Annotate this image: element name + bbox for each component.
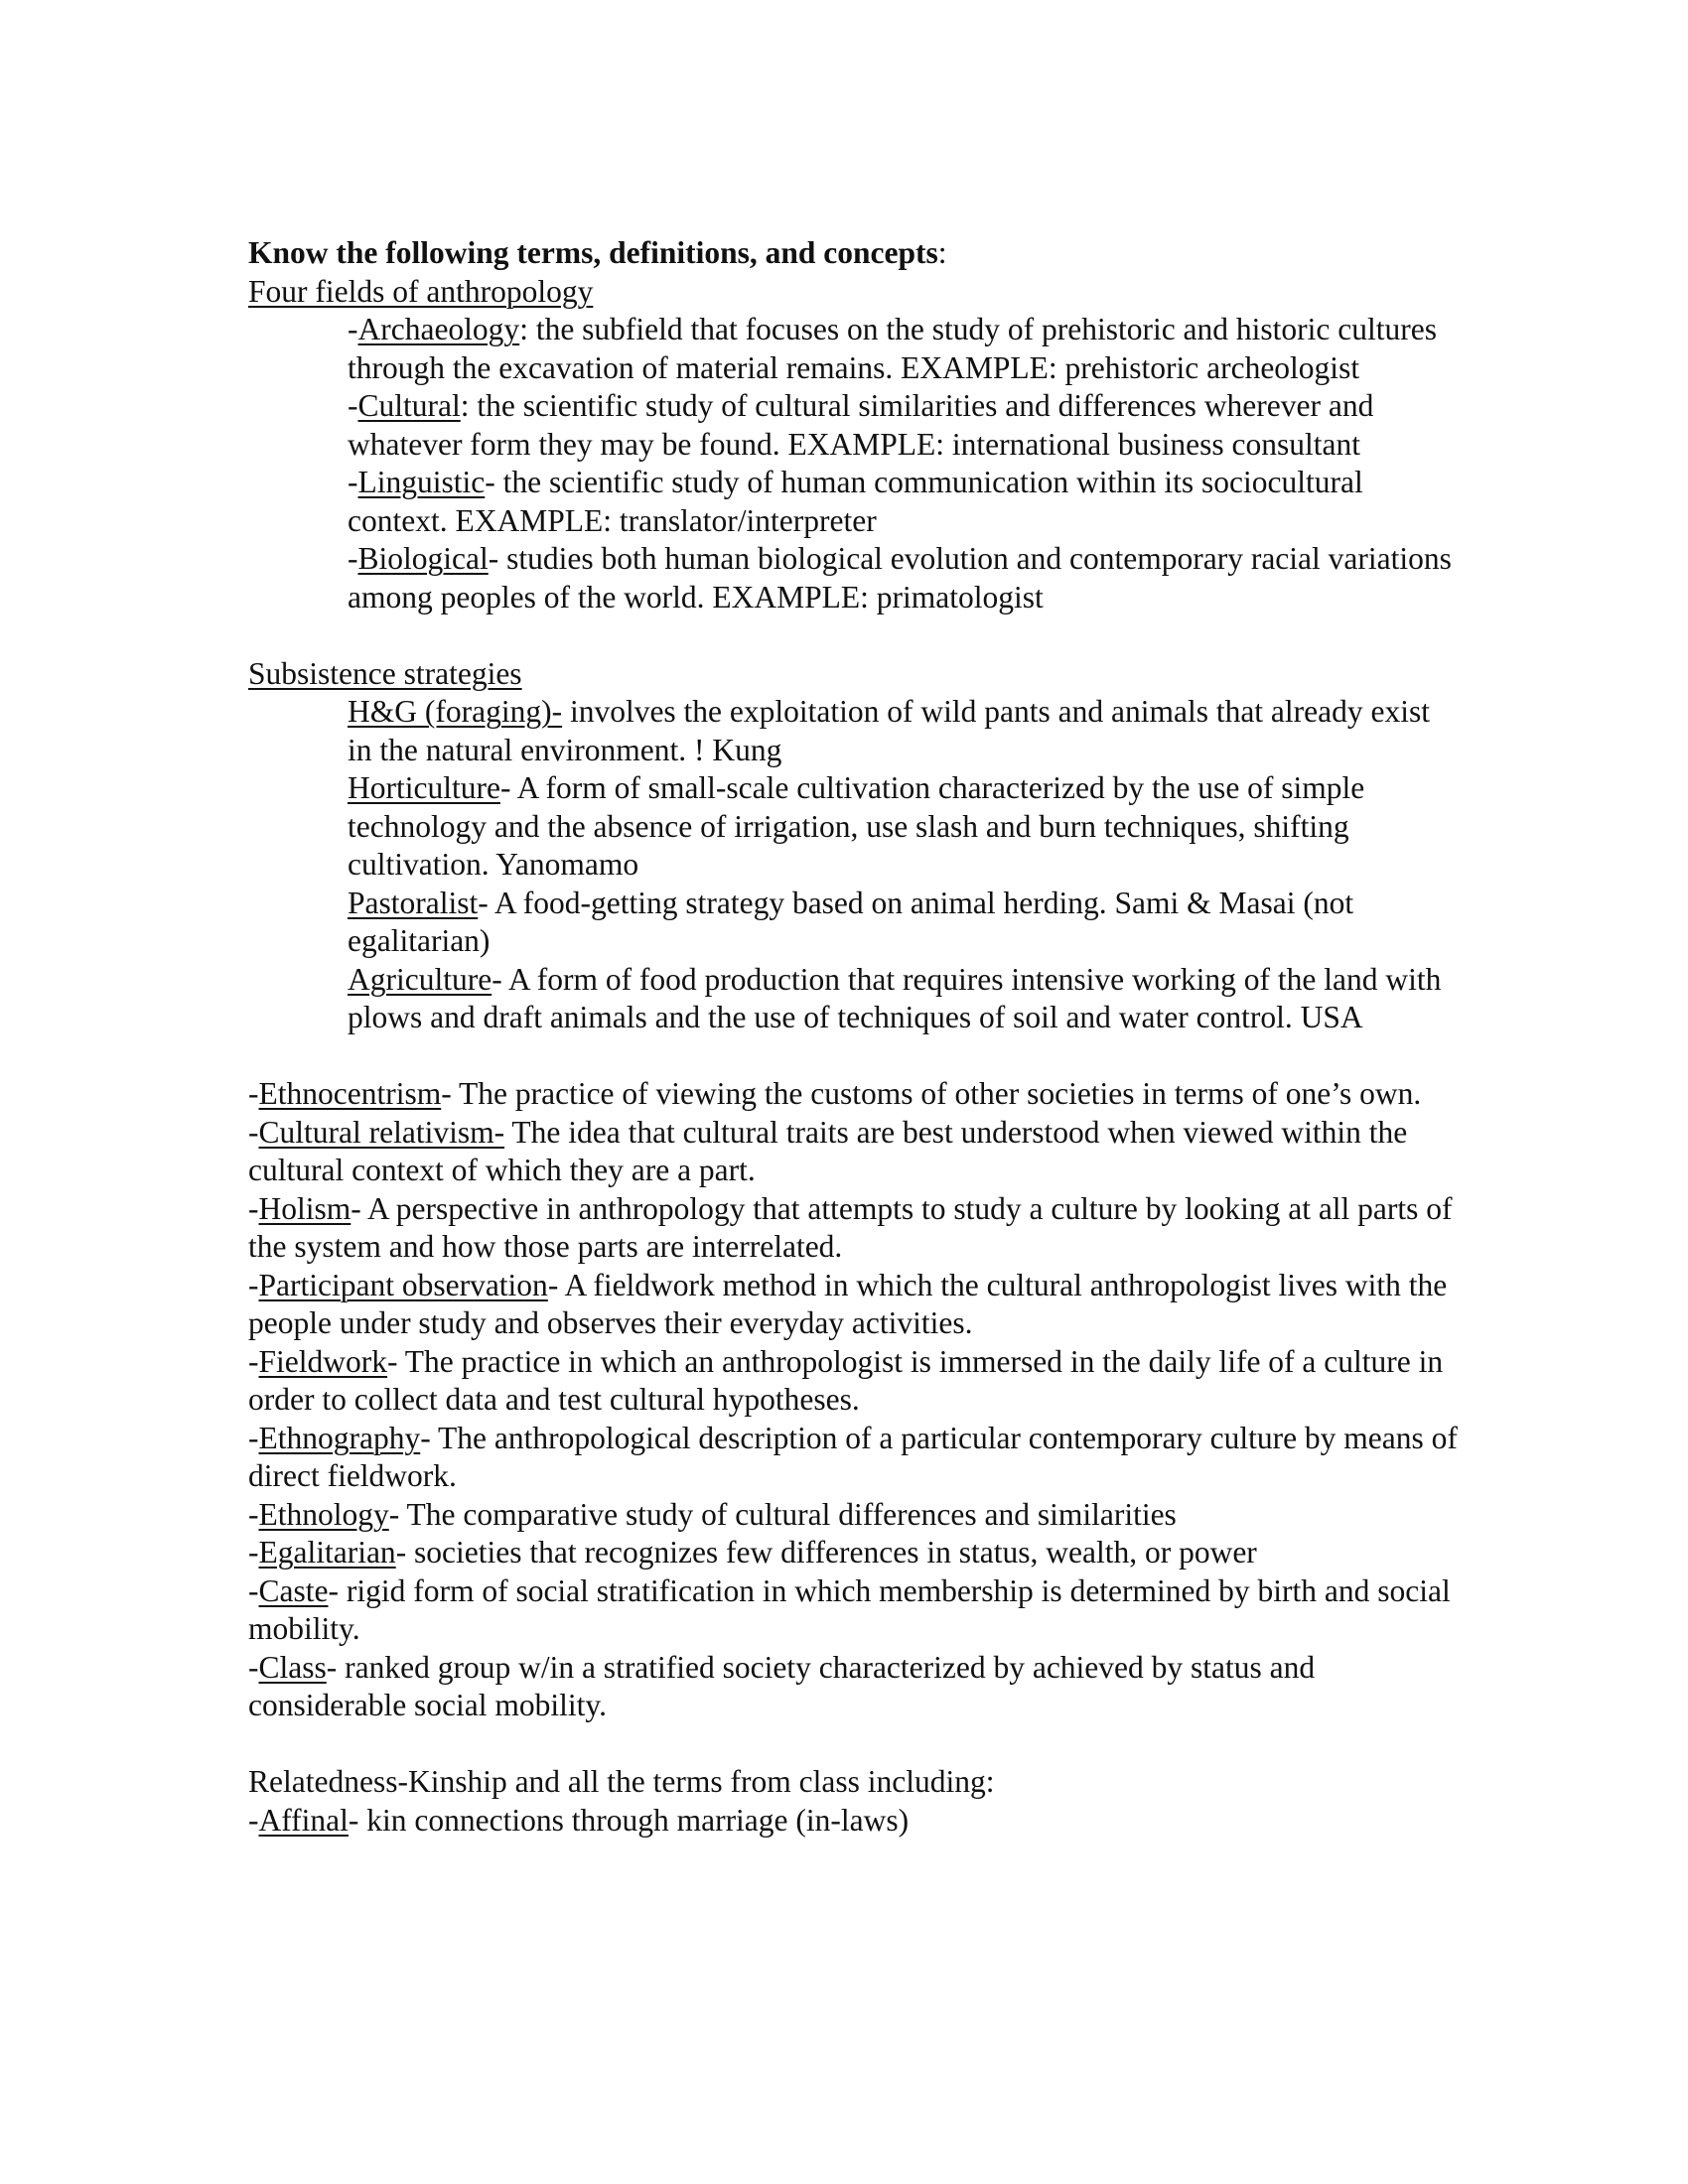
definition-item — [248, 1802, 1460, 1841]
item-definition: - A food-getting strategy based on animal herding. Sami & Masai (not egalitarian) — [348, 885, 1354, 958]
page-heading — [248, 234, 1460, 273]
definition-item — [248, 769, 1460, 885]
item-term: Egalitarian — [258, 1535, 396, 1570]
definition-item — [248, 885, 1460, 961]
item-definition: - societies that recognizes few differences in status, wealth, or power — [395, 1535, 1257, 1570]
item-term: Biological — [357, 541, 489, 576]
item-term: Pastoralist — [348, 885, 479, 920]
item-definition: - A form of food production that requires intensive working of the land with plows and draft animals and the use of techniques of soil and water control. USA — [348, 961, 1442, 1034]
item-definition: - rigid form of social stratification in which membership is determined by birth and social mobility. — [248, 1572, 1451, 1646]
item-term: Archaeology — [357, 312, 520, 346]
item-definition: : the subfield that focuses on the study of prehistoric and historic cultures through the excavation of material remains. EXAMPLE: prehistoric archeologist — [348, 312, 1437, 385]
item-term: Affinal — [258, 1802, 349, 1838]
item-prefix: - — [348, 312, 358, 346]
definition-item — [248, 1649, 1460, 1725]
item-prefix: - — [248, 1572, 259, 1608]
definition-item — [248, 961, 1460, 1037]
item-prefix: - — [348, 541, 358, 576]
item-prefix: - — [248, 1343, 259, 1379]
item-term: Holism — [258, 1190, 352, 1226]
definition-item — [248, 540, 1460, 616]
item-definition: - The comparative study of cultural differences and similarities — [388, 1496, 1177, 1532]
definition-item — [248, 1572, 1460, 1649]
item-definition: - A perspective in anthropology that attempts to study a culture by looking at all parts of the system and how those parts are interrelated. — [248, 1190, 1453, 1264]
paragraph-gap — [248, 1037, 1460, 1076]
definition-item — [248, 1075, 1460, 1114]
item-definition: - the scientific study of human communication within its sociocultural context. EXAMPLE: translator/interpreter — [348, 465, 1363, 538]
heading-colon: : — [937, 235, 947, 270]
definition-item — [248, 464, 1460, 540]
item-prefix: - — [248, 1114, 259, 1150]
item-definition: - A form of small-scale cultivation characterized by the use of simple technology and the absence of irrigation, use slash and burn techniques, shifting cultivation. Yanomamo — [348, 770, 1365, 882]
item-term: Ethnology — [258, 1496, 389, 1532]
item-prefix: - — [248, 1420, 259, 1455]
item-prefix: - — [248, 1190, 259, 1226]
item-term: Horticulture — [348, 770, 500, 805]
kinship-intro: Relatedness-Kinship and all the terms from class including: — [248, 1764, 995, 1799]
definition-item — [248, 1343, 1460, 1420]
item-prefix: - — [248, 1649, 259, 1685]
item-term: Cultural — [357, 388, 461, 423]
item-definition: - kin connections through marriage (in-laws) — [348, 1802, 910, 1838]
definition-item — [248, 1114, 1460, 1190]
item-definition: - The anthropological description of a particular contemporary culture by means of direct fieldwork. — [248, 1420, 1458, 1493]
item-definition: - ranked group w/in a stratified society characterized by achieved by status and considerable social mobility. — [248, 1649, 1316, 1722]
definition-item — [248, 693, 1460, 769]
paragraph-gap — [248, 616, 1460, 655]
subsistence-title-text: Subsistence strategies — [248, 655, 522, 691]
four-fields-title-text: Four fields of anthropology — [248, 273, 594, 309]
item-prefix: - — [348, 465, 358, 499]
four-fields-title — [248, 273, 1460, 312]
item-term: Linguistic — [357, 465, 486, 499]
definition-item — [248, 1496, 1460, 1535]
item-term: H&G (foraging)- — [348, 694, 563, 729]
item-term: Ethnography — [258, 1420, 421, 1455]
item-definition: - A fieldwork method in which the cultural anthropologist lives with the people under study and observes their everyday activities. — [248, 1267, 1448, 1340]
definition-item — [248, 311, 1460, 387]
item-term: Agriculture — [348, 961, 492, 997]
item-definition: - The practice of viewing the customs of other societies in terms of one’s own. — [441, 1076, 1422, 1111]
item-term: Participant observation — [258, 1267, 548, 1302]
definition-item — [248, 1420, 1460, 1496]
item-definition: : the scientific study of cultural similarities and differences wherever and whatever form they may be found. EXAMPLE: international business consultant — [348, 388, 1374, 462]
definition-item — [248, 1190, 1460, 1267]
definition-item — [248, 1534, 1460, 1572]
item-term: Cultural relativism- — [258, 1114, 505, 1150]
subsistence-title — [248, 655, 1460, 694]
item-prefix: - — [248, 1076, 259, 1111]
item-term: Fieldwork — [258, 1343, 387, 1379]
item-term: Ethnocentrism — [258, 1076, 442, 1111]
item-prefix: - — [248, 1802, 259, 1838]
item-definition: The idea that cultural traits are best understood when viewed within the cultural context of which they are a part. — [248, 1114, 1408, 1187]
document-page — [248, 234, 1460, 1840]
terms-list — [248, 1075, 1460, 1725]
heading-text: Know the following terms, definitions, and concepts — [248, 235, 938, 270]
item-prefix: - — [348, 388, 358, 423]
item-term: Caste — [258, 1572, 329, 1608]
item-prefix: - — [248, 1496, 259, 1532]
item-definition: involves the exploitation of wild pants and animals that already exist in the natural environment. ! Kung — [348, 694, 1430, 767]
item-prefix: - — [248, 1267, 259, 1302]
item-term: Class — [258, 1649, 327, 1685]
definition-item — [248, 387, 1460, 464]
subsistence-list — [248, 693, 1460, 1037]
item-prefix: - — [248, 1535, 259, 1570]
kinship-list — [248, 1802, 1460, 1841]
definition-item — [248, 1267, 1460, 1343]
item-definition: - The practice in which an anthropologist is immersed in the daily life of a culture in order to collect data and test cultural hypotheses. — [248, 1343, 1444, 1417]
item-definition: - studies both human biological evolution and contemporary racial variations among peoples of the world. EXAMPLE: primatologist — [348, 541, 1452, 614]
four-fields-list — [248, 311, 1460, 616]
paragraph-gap — [248, 1725, 1460, 1764]
